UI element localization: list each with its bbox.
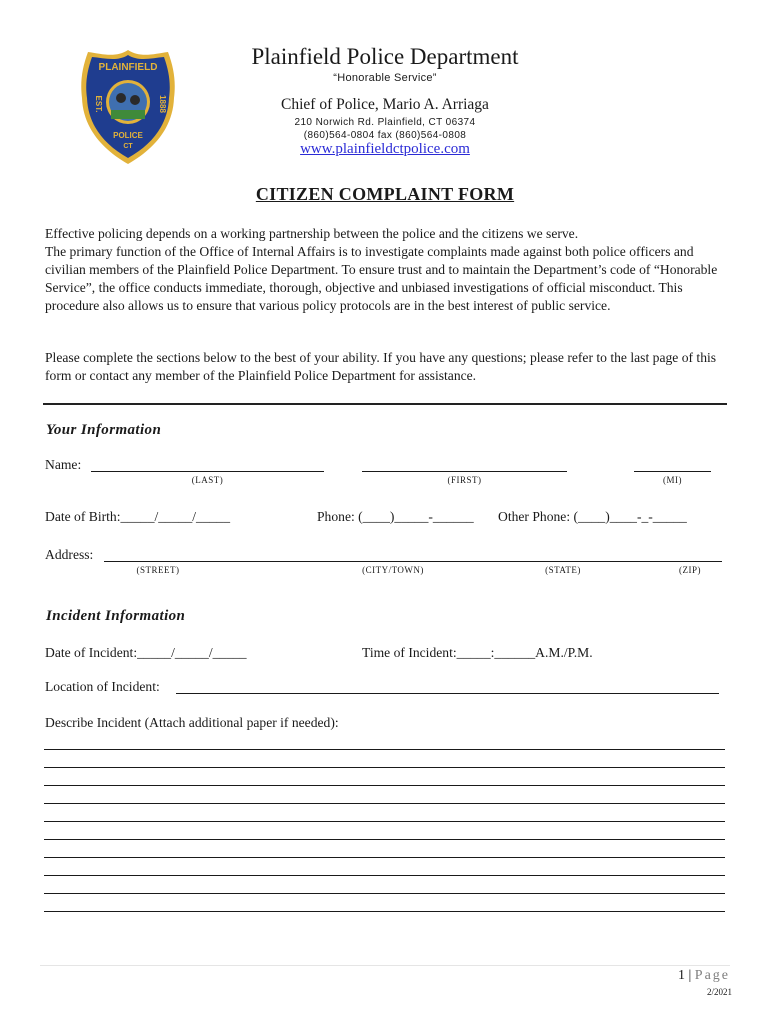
page-word: Page (694, 968, 730, 983)
time-of-incident-field[interactable]: Time of Incident:_____:______A.M./P.M. (362, 645, 593, 660)
badge-bottom-text: POLICE (113, 131, 143, 140)
page-number-value: 1 (677, 968, 685, 983)
instructions-text: Please complete the sections below to the best of your ability. If you have any questions; please refer to the last page of this form or contact any member of the Plainfield Police Department for assistance. (45, 350, 717, 383)
your-information-heading: Your Information (46, 422, 162, 438)
state-caption: (STATE) (545, 565, 581, 575)
department-phones: (860)564-0804 fax (860)564-0808 (303, 130, 467, 141)
department-name: Plainfield Police Department (251, 44, 519, 69)
department-motto: “Honorable Service” (333, 72, 437, 84)
section-divider (43, 403, 727, 405)
description-line[interactable] (44, 911, 725, 912)
location-label: Location of Incident: (45, 679, 160, 694)
describe-incident-label: Describe Incident (Attach additional paper if needed): (45, 715, 339, 730)
incident-information-heading: Incident Information (46, 608, 186, 624)
page-separator: | (684, 968, 695, 983)
description-line[interactable] (44, 839, 725, 840)
description-line[interactable] (44, 785, 725, 786)
form-title: CITIZEN COMPLAINT FORM (255, 184, 515, 204)
location-field[interactable] (176, 693, 719, 694)
description-line[interactable] (44, 875, 725, 876)
description-line[interactable] (44, 821, 725, 822)
first-name-caption: (FIRST) (447, 475, 482, 485)
city-caption: (CITY/TOWN) (362, 565, 424, 575)
chief-of-police: Chief of Police, Mario A. Arriaga (281, 96, 489, 113)
revision-date: 2/2021 (706, 987, 732, 997)
middle-initial-caption: (MI) (663, 475, 682, 485)
name-label: Name: (45, 457, 82, 472)
badge-state-text: CT (123, 143, 133, 150)
intro-text (45, 225, 735, 315)
phone-field[interactable]: Phone: (____)_____-______ (317, 509, 474, 524)
address-field[interactable] (104, 561, 722, 562)
street-caption: (STREET) (136, 565, 180, 575)
last-name-field[interactable] (91, 471, 324, 472)
middle-initial-field[interactable] (634, 471, 711, 472)
website-link[interactable]: www.plainfieldctpolice.com (300, 141, 470, 157)
description-line[interactable] (44, 749, 725, 750)
footer-divider (40, 965, 730, 966)
date-of-incident-field[interactable]: Date of Incident:_____/_____/_____ (45, 645, 247, 660)
page-number (678, 968, 730, 984)
badge-top-text: PLAINFIELD (98, 62, 158, 73)
badge-left-text: EST. (94, 95, 103, 113)
description-line[interactable] (44, 767, 725, 768)
intro-line: Effective policing depends on a working partnership between the police and the citizens we serve. (45, 226, 579, 241)
first-name-field[interactable] (362, 471, 567, 472)
zip-caption: (ZIP) (679, 565, 701, 575)
description-line[interactable] (44, 857, 725, 858)
last-name-caption: (LAST) (191, 475, 224, 485)
date-of-birth-field[interactable]: Date of Birth:_____/_____/_____ (45, 509, 231, 524)
other-phone-field[interactable]: Other Phone: (____)____-_-_____ (498, 509, 687, 524)
description-line[interactable] (44, 893, 725, 894)
description-line[interactable] (44, 803, 725, 804)
intro-paragraph: The primary function of the Office of Internal Affairs is to investigate complaints made against both police officers and civilian members of the Plainfield Police Department. To ensure trust and to maintain the Department’s code of “Honorable Service”, the office conducts immediate, thorough, objective and unbiased investigations of official misconduct. This procedure also allows us to ensure that various policy protocols are in the best interest of public service. (45, 244, 718, 313)
police-badge-logo (78, 48, 178, 166)
badge-right-text: 1888 (158, 95, 167, 113)
address-label: Address: (45, 547, 94, 562)
department-address: 210 Norwich Rd. Plainfield, CT 06374 (294, 117, 476, 128)
